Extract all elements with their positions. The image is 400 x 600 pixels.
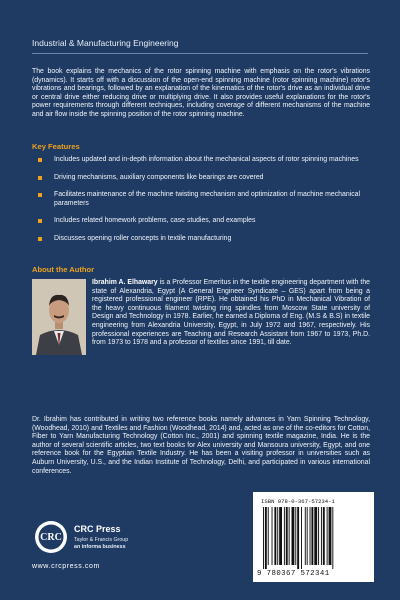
barcode-bar — [289, 507, 290, 565]
publisher-tagline: an informa business — [74, 544, 126, 550]
about-author-heading: About the Author — [32, 265, 95, 274]
barcode-bar — [286, 507, 288, 565]
publisher-name: CRC Press — [74, 524, 121, 534]
key-features-heading: Key Features — [32, 142, 80, 151]
barcode-bar — [307, 507, 308, 565]
bullet-icon — [38, 158, 42, 162]
barcode-bar — [318, 507, 319, 565]
barcode-bar — [265, 507, 267, 569]
author-name: Ibrahim A. Elhawary — [92, 279, 158, 286]
barcode-bar — [314, 507, 317, 565]
author-photo — [32, 279, 86, 355]
barcode-bar — [332, 507, 333, 569]
barcode-bar — [272, 507, 273, 565]
barcode-bar — [310, 507, 311, 565]
barcode-bar — [274, 507, 276, 565]
barcode-bar — [295, 507, 296, 565]
feature-text: Facilitates maintenance of the machine twisting mechanism and optimization of machine mechanical parameters — [54, 191, 361, 207]
publisher-group: Taylor & Francis Group — [74, 537, 129, 543]
divider — [32, 53, 368, 54]
list-item — [54, 217, 370, 226]
barcode-box — [253, 492, 374, 582]
bullet-icon — [38, 219, 42, 223]
feature-text: Includes updated and in-depth information about the mechanical aspects of rotor spinning machines — [54, 156, 359, 163]
barcode-bar — [327, 507, 328, 565]
publisher-url[interactable]: www.crcpress.com — [32, 563, 100, 570]
list-item — [54, 235, 370, 244]
barcode-bar — [279, 507, 282, 565]
barcode-bar — [268, 507, 269, 565]
bullet-icon — [38, 193, 42, 197]
barcode-bar — [297, 507, 299, 569]
feature-text: Includes related homework problems, case studies, and examples — [54, 217, 256, 225]
author-bio-text: is a Professor Emeritus in the textile engineering department with the state of Alexandria, Egypt (A General Engineer Syndicate – GES) apart from being a registered professional engineer (RPE). He obtained his PhD in Mechanical Vibration of the heavy continuous filament twisting ring spindles from Moscow State university of Design and Technology in 1978. Earlier, he earned a Diploma of Eng. (M.S & B.S) in textile engineering from Alexandria University, Egypt, in July 1972 and 1967, respectively. His professional experiences are Teaching and Research Assistant from 1967 to 1973, Ph.D. from 1973 to 1978 and a professor of textiles since 1991, till date. — [92, 279, 370, 347]
subject-category: Industrial & Manufacturing Engineering — [32, 38, 179, 48]
barcode-bar — [284, 507, 285, 565]
list-item — [54, 191, 370, 208]
crc-logo-icon — [34, 520, 68, 554]
publisher-block — [32, 518, 212, 580]
book-description: The book explains the mechanics of the rotor spinning machine with emphasis on the rotor's vibrations (dynamics). It starts off with a discussion of the open-end spinning machine (rotor spinning machine) rotor's vibrations and bearings, followed by an explanation of the kinematics of the rotor's drive as an individual drive or central drive either reducing drive or multiplying drive. It also provides useful explanations for the rotor's power requirements through different techniques, including coverage of different mechanisms of the machine and air flow inside the spinning position of the rotor spinning machine. — [32, 68, 370, 118]
key-features-list — [54, 156, 370, 253]
feature-text: Discusses opening roller concepts in textile manufacturing — [54, 234, 232, 242]
barcode-bar — [323, 507, 325, 565]
feature-text: Driving mechanisms, auxiliary components like bearings are covered — [54, 173, 264, 181]
author-bio-second: Dr. Ibrahim has contributed in writing two reference books namely advances in Yarn Spinning Technology, (Woodhead, 2010) and Textiles and Fashion (Woodhead, 2014) and, acted as one of the co-editors for Cotton, Fiber to Yarn Manufacturing Technology (Cotton Inc., 2001) and spinning textile magazine, India. He is the author of several scientific articles, two text books for Alex university and Mansoura university, Egypt, and one reference book for the Egyptian Textile Industry. He has been a visiting professor in universities such as Auburn University, U.S., and the Indian Institute of Technology, Delhi, and participated in various international conferences. — [32, 416, 370, 475]
crc-logo-text: CRC — [40, 532, 62, 543]
author-portrait-icon — [32, 279, 86, 355]
barcode-bar — [292, 507, 295, 565]
barcode-bar — [305, 507, 306, 565]
barcode-bar — [301, 507, 302, 569]
bullet-icon — [38, 237, 42, 241]
isbn-label: ISBN 978-0-367-57234-1 — [261, 498, 335, 505]
crc-logo — [34, 520, 68, 554]
barcode-digits: 9 780367 572341 — [257, 570, 330, 578]
barcode-bar — [311, 507, 313, 565]
barcode-icon — [261, 507, 366, 569]
list-item — [54, 174, 370, 183]
bullet-icon — [38, 176, 42, 180]
barcode-bar — [277, 507, 278, 565]
barcode-bar — [263, 507, 264, 569]
list-item — [54, 156, 370, 165]
barcode-bar — [329, 507, 332, 565]
barcode-bar — [321, 507, 322, 565]
